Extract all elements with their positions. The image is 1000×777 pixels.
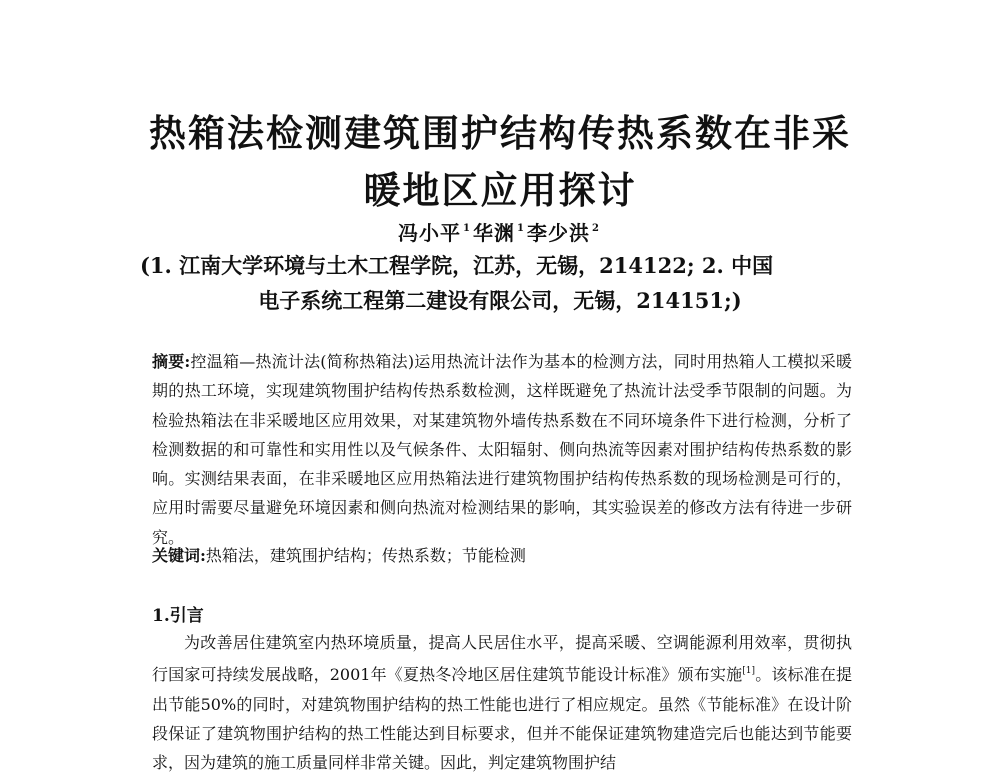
paper-title-line-2: 暖地区应用探讨 bbox=[363, 168, 637, 212]
body-text-continued: 。该标准在提出节能50%的同时，对建筑物围护结构的热工性能也进行了相应规定。虽然《节能标准》在设计阶段保证了建筑物围护结构的热工性能达到目标要求，但并不能保证建筑物建造完后也能达到节能要求，因为建筑的施工质量同样非常关键。因此，判定建筑物围护结 bbox=[152, 665, 852, 773]
section-body bbox=[152, 628, 852, 777]
abstract-label: 摘要: bbox=[152, 352, 191, 371]
keywords bbox=[152, 543, 852, 569]
section-heading: 1.引言 bbox=[152, 606, 204, 626]
author-name: 冯小平 bbox=[398, 221, 462, 245]
author-affiliation-mark: 1 bbox=[463, 223, 472, 234]
affiliation-line-2: 电子系统工程第二建设有限公司，无锡，214151;) bbox=[258, 288, 742, 313]
citation-ref[interactable]: [1] bbox=[742, 666, 756, 677]
author-name: 李少洪 bbox=[526, 221, 590, 245]
paper-title-line-1: 热箱法检测建筑围护结构传热系数在非采 bbox=[149, 111, 851, 155]
keywords-text: 热箱法，建筑围护结构；传热系数；节能检测 bbox=[205, 546, 526, 565]
author-affiliation-mark: 1 bbox=[517, 223, 525, 234]
author-list bbox=[0, 217, 1000, 246]
author-name: 华渊 bbox=[473, 221, 516, 245]
abstract bbox=[152, 347, 852, 552]
keywords-label: 关键词: bbox=[152, 546, 206, 565]
body-text: 为改善居住建筑室内热环境质量，提高人民居住水平，提高采暖、空调能源利用效率，贯彻执行国家可持续发展战略，2001年《夏热冬冷地区居住建筑节能设计标准》颁布实施 bbox=[152, 633, 852, 685]
affiliation-line-1: (1. 江南大学环境与土木工程学院，江苏，无锡，214122; 2. 中国 bbox=[140, 253, 774, 278]
author-affiliation-mark: 2 bbox=[591, 223, 600, 234]
abstract-text: 控温箱—热流计法(简称热箱法)运用热流计法作为基本的检测方法，同时用热箱人工模拟采暖期的热工环境，实现建筑物围护结构传热系数检测，这样既避免了热流计法受季节限制的问题。为检验热箱法在非采暖地区应用效果，对某建筑物外墙传热系数在不同环境条件下进行检测，分析了检测数据的和可靠性和实用性以及气候条件、太阳辐射、侧向热流等因素对围护结构传热系数的影响。实测结果表面，在非采暖地区应用热箱法进行建筑物围护结构传热系数的现场检测是可行的，应用时需要尽量避免环境因素和侧向热流对检测结果的影响，其实验误差的修改方法有待进一步研究。 bbox=[152, 352, 852, 547]
